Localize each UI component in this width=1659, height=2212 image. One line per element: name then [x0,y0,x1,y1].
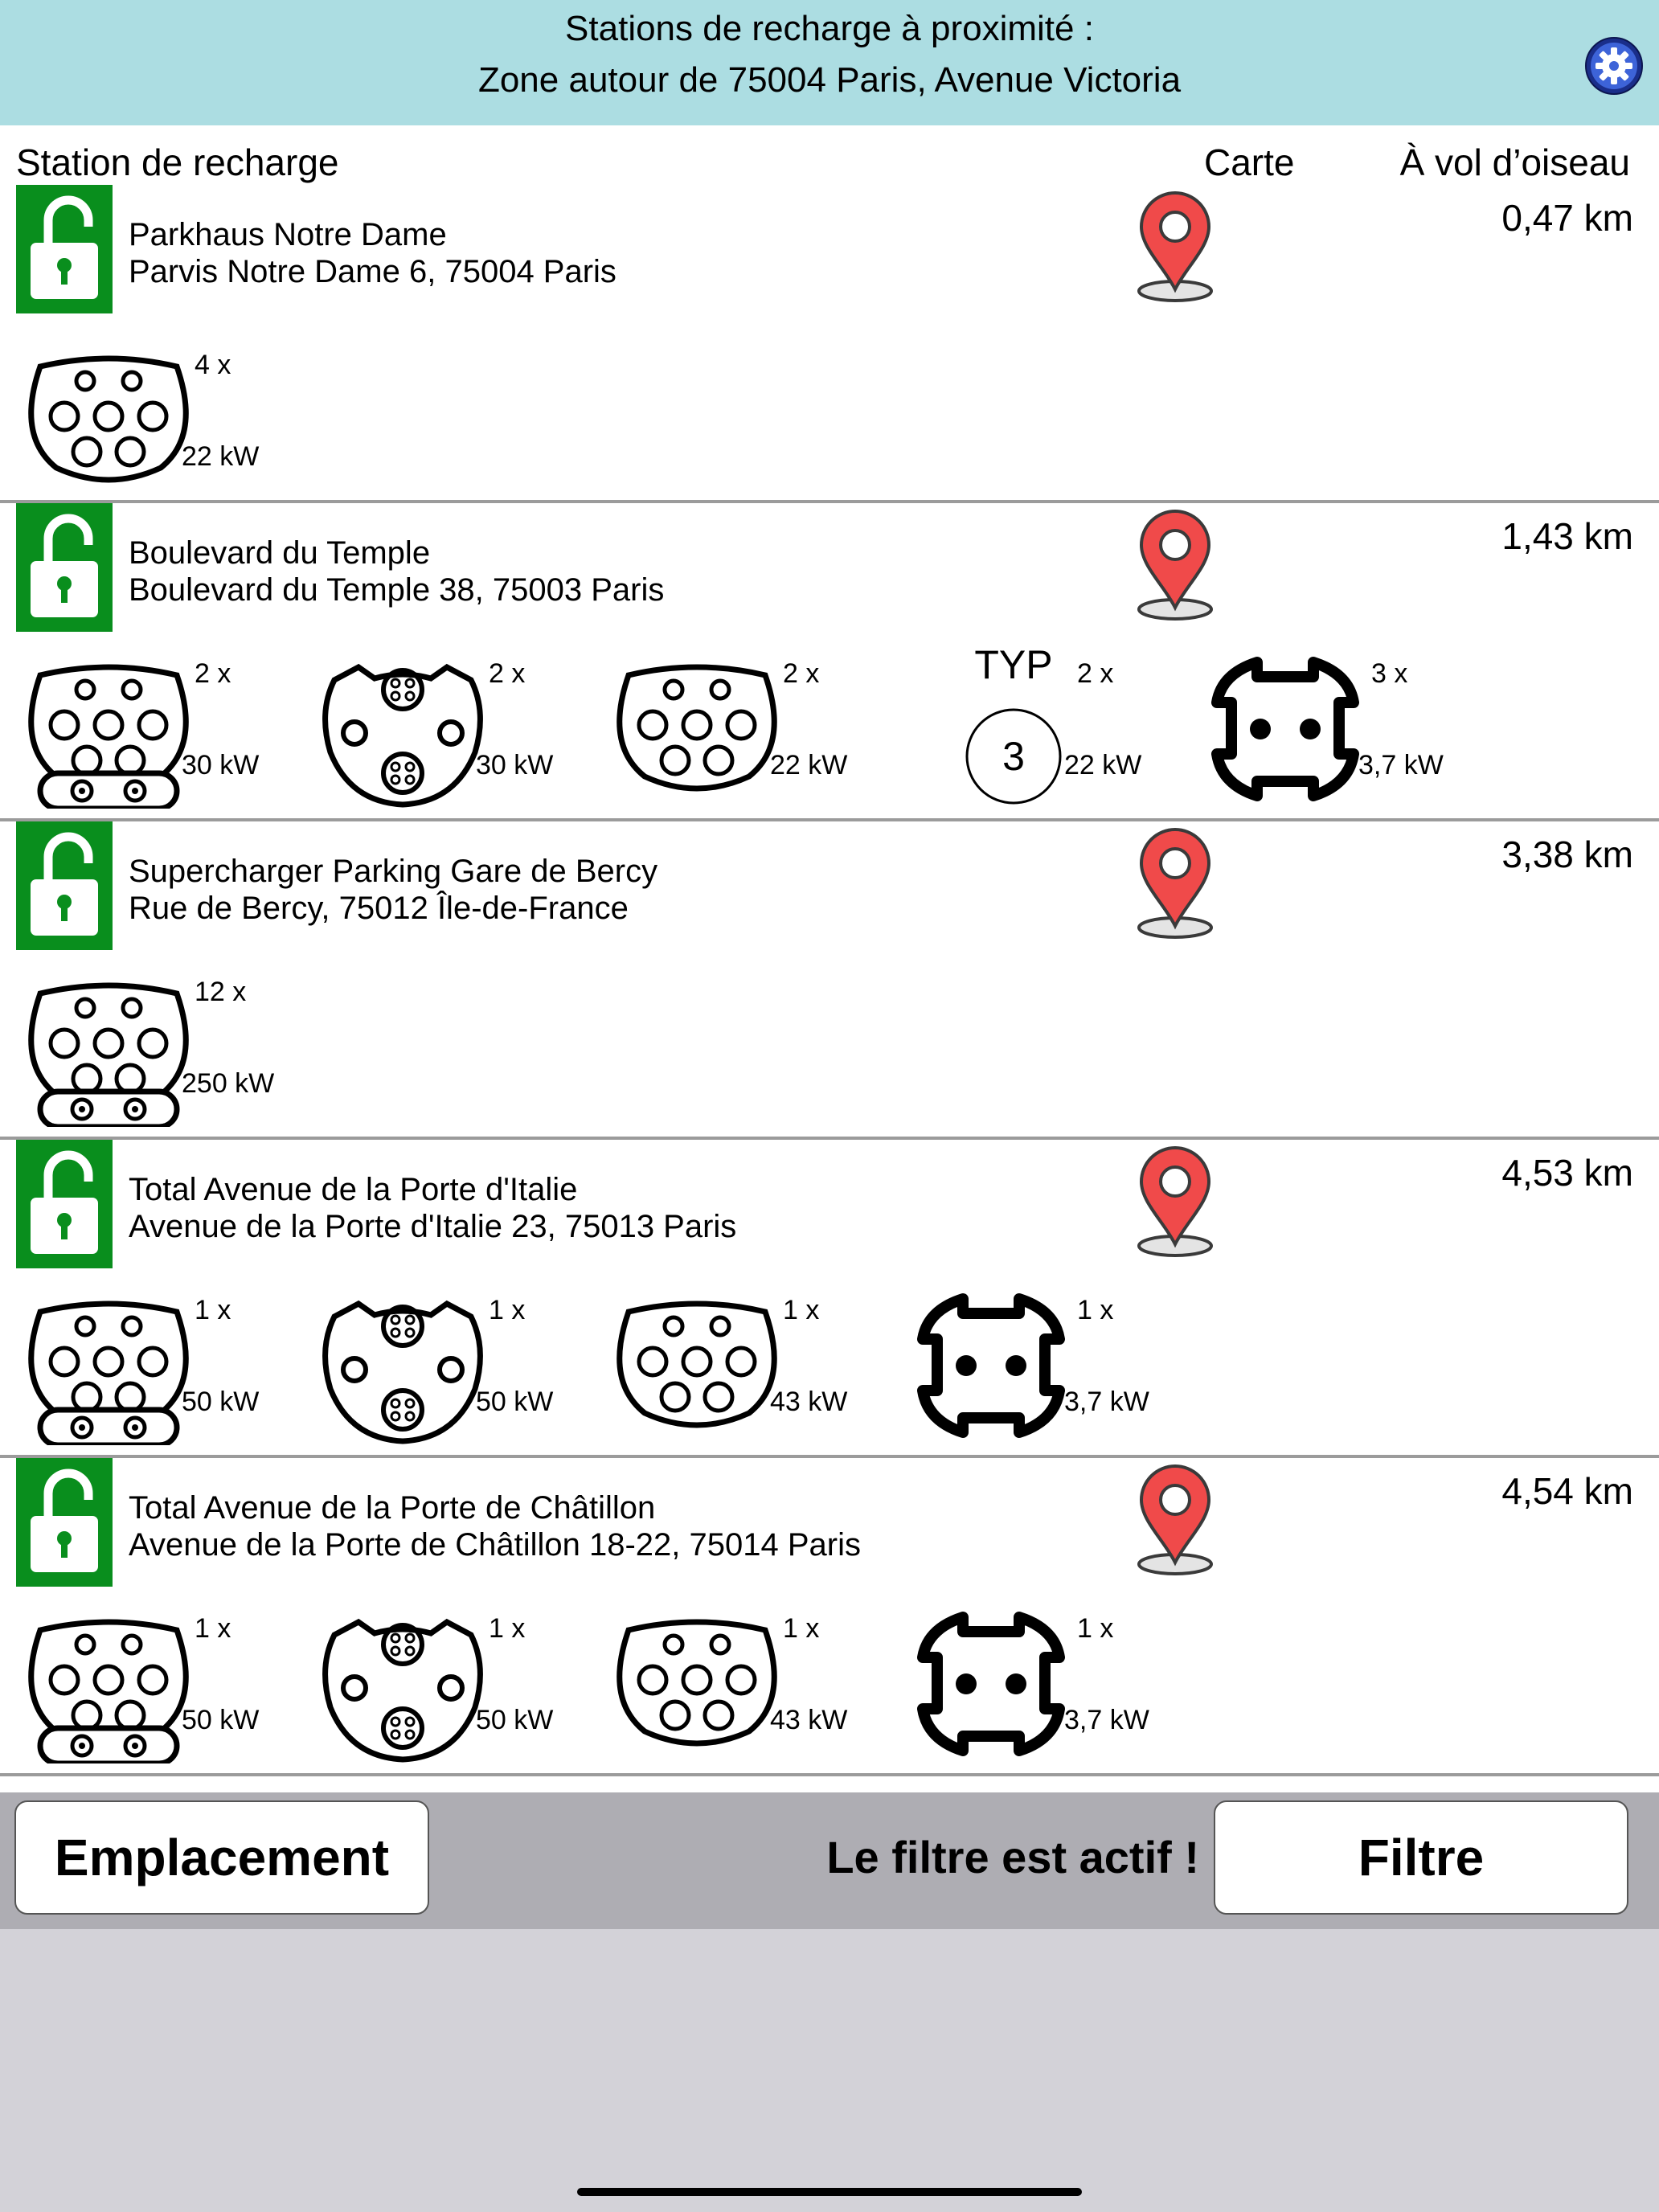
filter-button[interactable]: Filtre [1214,1800,1628,1915]
connector-count: 2 x [195,658,231,689]
ccs-plug-icon [16,632,201,809]
chademo-plug-icon [310,1268,495,1445]
row-divider [0,1773,1659,1776]
connector-power: 30 kW [182,750,260,780]
column-header-map: Carte [1204,141,1295,183]
connector-count: 1 x [783,1295,820,1325]
connector-count: 1 x [195,1295,231,1325]
station-distance: 0,47 km [1501,197,1633,239]
connector-ccs [16,1587,310,1763]
station-name: Boulevard du Temple [129,535,431,571]
station-row[interactable] [0,1140,1659,1458]
station-row[interactable] [0,821,1659,1140]
connector-count: 1 x [489,1295,526,1325]
location-button[interactable]: Emplacement [14,1800,429,1915]
type2-plug-icon [604,1268,789,1445]
header-title: Stations de recharge à proximité : [565,9,1094,48]
connector-count: 3 x [1371,658,1408,689]
station-address: Rue de Bercy, 75012 Île-de-France [129,891,629,926]
connector-count: 12 x [195,977,247,1007]
connector-power: 43 kW [770,1705,848,1735]
chademo-plug-icon [310,632,495,809]
lock-open-icon [16,1140,113,1268]
connector-count: 2 x [1077,658,1114,689]
station-address: Boulevard du Temple 38, 75003 Paris [129,572,665,608]
type2-plug-icon [16,323,201,500]
connector-type2 [604,1268,899,1445]
connector-count: 2 x [489,658,526,689]
connector-schuko [899,1268,1193,1445]
schuko-plug-icon [1193,632,1378,809]
connector-power: 3,7 kW [1358,750,1444,780]
station-name: Total Avenue de la Porte de Châtillon [129,1490,656,1526]
station-distance: 1,43 km [1501,515,1633,557]
connector-count: 1 x [1077,1295,1114,1325]
connector-power: 50 kW [182,1705,260,1735]
connector-power: 22 kW [182,441,260,472]
ccs-plug-icon [16,1268,201,1445]
connector-ccs [16,1268,310,1445]
connector-chademo [310,632,604,809]
connector-power: 50 kW [476,1705,554,1735]
connector-count: 1 x [195,1613,231,1644]
station-row[interactable] [0,185,1659,503]
connector-power: 22 kW [770,750,848,780]
home-indicator[interactable] [577,2188,1082,2196]
connector-count: 1 x [1077,1613,1114,1644]
connector-type2 [604,1587,899,1763]
connector-power: 22 kW [1064,750,1142,780]
connector-power: 3,7 kW [1064,1387,1149,1417]
connector-typ3 [899,632,1193,809]
lock-open-icon [16,1458,113,1587]
connector-count: 1 x [783,1613,820,1644]
map-pin-icon[interactable] [1137,828,1214,944]
station-row[interactable] [0,503,1659,821]
connector-ccs [16,950,310,1127]
connector-power: 30 kW [476,750,554,780]
column-header-station: Station de recharge [16,141,339,183]
schuko-plug-icon [899,1268,1083,1445]
connector-chademo [310,1587,604,1763]
ccs-plug-icon [16,1587,201,1763]
connector-power: 50 kW [182,1387,260,1417]
type2-plug-icon [604,1587,789,1763]
station-name: Parkhaus Notre Dame [129,217,447,252]
connector-schuko [1193,632,1487,809]
header-location: Zone autour de 75004 Paris, Avenue Victoria [477,60,1182,100]
lock-open-icon [16,503,113,632]
schuko-plug-icon [899,1587,1083,1763]
lock-open-icon [16,821,113,950]
connector-power: 43 kW [770,1387,848,1417]
connector-type2 [16,323,310,500]
station-row[interactable] [0,1458,1659,1776]
connector-ccs [16,632,310,809]
map-pin-icon[interactable] [1137,191,1214,307]
connector-count: 4 x [195,350,231,380]
lock-open-icon [16,185,113,313]
map-pin-icon[interactable] [1137,1464,1214,1580]
station-list[interactable] [0,125,1659,1792]
chademo-plug-icon [310,1587,495,1763]
connector-power: 3,7 kW [1064,1705,1149,1735]
station-address: Avenue de la Porte d'Italie 23, 75013 Paris [129,1209,737,1244]
type2-plug-icon [604,632,789,809]
filter-status-text: Le filtre est actif ! [826,1832,1199,1882]
station-distance: 3,38 km [1501,834,1633,875]
column-header-distance: À vol d’oiseau [1399,141,1630,183]
connector-schuko [899,1587,1193,1763]
bottom-toolbar [0,1792,1659,1929]
station-name: Supercharger Parking Gare de Bercy [129,854,658,889]
connector-chademo [310,1268,604,1445]
station-name: Total Avenue de la Porte d'Italie [129,1172,578,1207]
svg-text:3: 3 [1002,734,1025,779]
map-pin-icon[interactable] [1137,510,1214,625]
connector-count: 2 x [783,658,820,689]
connector-count: 1 x [489,1613,526,1644]
connector-power: 250 kW [182,1068,275,1099]
station-address: Parvis Notre Dame 6, 75004 Paris [129,254,616,289]
station-distance: 4,53 km [1501,1152,1633,1194]
connector-power: 50 kW [476,1387,554,1417]
app-header [0,0,1659,125]
ccs-plug-icon [16,950,201,1127]
gear-icon[interactable] [1583,35,1645,96]
connector-type2 [604,632,899,809]
map-pin-icon[interactable] [1137,1146,1214,1262]
typ-label: TYP [974,642,1053,687]
station-distance: 4,54 km [1501,1470,1633,1512]
type3-plug-icon [963,632,1148,809]
station-address: Avenue de la Porte de Châtillon 18-22, 75014 Paris [129,1527,861,1563]
